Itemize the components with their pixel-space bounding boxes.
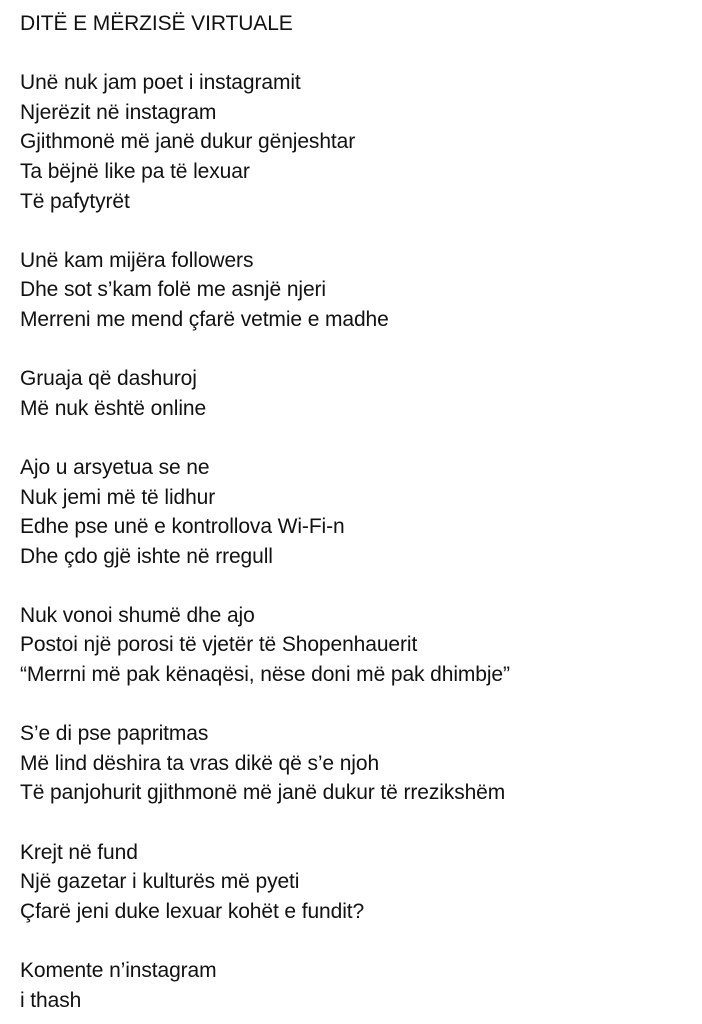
poem-line: Një gazetar i kulturës më pyeti	[20, 870, 300, 894]
stanza-1	[20, 68, 695, 216]
stanza-6	[20, 719, 695, 808]
note-body[interactable]	[20, 9, 695, 1015]
poem-title: DITË E MËRZISË VIRTUALE	[20, 12, 293, 35]
poem-line: Nuk vonoi shumë dhe ajo	[20, 603, 255, 627]
stanza-gap	[20, 690, 695, 720]
poem-line: Krejt në fund	[20, 840, 138, 864]
poem-line: Unë nuk jam poet i instagramit	[20, 71, 301, 95]
stanza-2	[20, 246, 695, 335]
poem-line: Të pafytyrët	[20, 189, 130, 213]
stanza-3	[20, 364, 695, 423]
stanza-4	[20, 453, 695, 571]
stanza-gap	[20, 808, 695, 838]
poem-line: Gjithmonë më janë dukur gënjeshtar	[20, 130, 356, 154]
poem-line: Dhe sot s’kam folë me asnjë njeri	[20, 278, 326, 302]
poem-line: Unë kam mijëra followers	[20, 248, 254, 272]
poem-line: Njerëzit në instagram	[20, 100, 217, 124]
stanza-7	[20, 838, 695, 927]
poem-line: i thash	[20, 988, 82, 1012]
poem-line: Më lind dëshira ta vras dikë që s’e njoh	[20, 751, 380, 775]
stanza-gap	[20, 216, 695, 246]
poem-line: “Merrni më pak kënaqësi, nëse doni më pak dhimbje”	[20, 663, 510, 687]
poem-line: Më nuk është online	[20, 396, 207, 420]
stanza-gap	[20, 926, 695, 956]
stanza-gap	[20, 39, 695, 69]
stanza-gap	[20, 571, 695, 601]
stanza-8	[20, 956, 695, 1015]
poem-line: Të panjohurit gjithmonë më janë dukur të rrezikshëm	[20, 781, 506, 805]
poem-line: Nuk jemi më të lidhur	[20, 485, 216, 509]
poem-line: Dhe çdo gjë ishte në rregull	[20, 544, 273, 568]
poem-line: Merreni me mend çfarë vetmie e madhe	[20, 307, 389, 331]
stanza-gap	[20, 423, 695, 453]
poem-line: S’e di pse papritmas	[20, 722, 209, 746]
poem-line: Gruaja që dashuroj	[20, 367, 197, 391]
poem-line: Edhe pse unë e kontrollova Wi-Fi-n	[20, 515, 345, 539]
poem-line: Ta bëjnë like pa të lexuar	[20, 159, 250, 183]
poem-line: Çfarë jeni duke lexuar kohët e fundit?	[20, 899, 365, 923]
stanza-5	[20, 601, 695, 690]
poem-line: Postoi një porosi të vjetër të Shopenhauerit	[20, 633, 418, 657]
stanza-gap	[20, 335, 695, 365]
poem-line: Komente n’instagram	[20, 959, 217, 982]
poem-line: Ajo u arsyetua se ne	[20, 455, 210, 479]
